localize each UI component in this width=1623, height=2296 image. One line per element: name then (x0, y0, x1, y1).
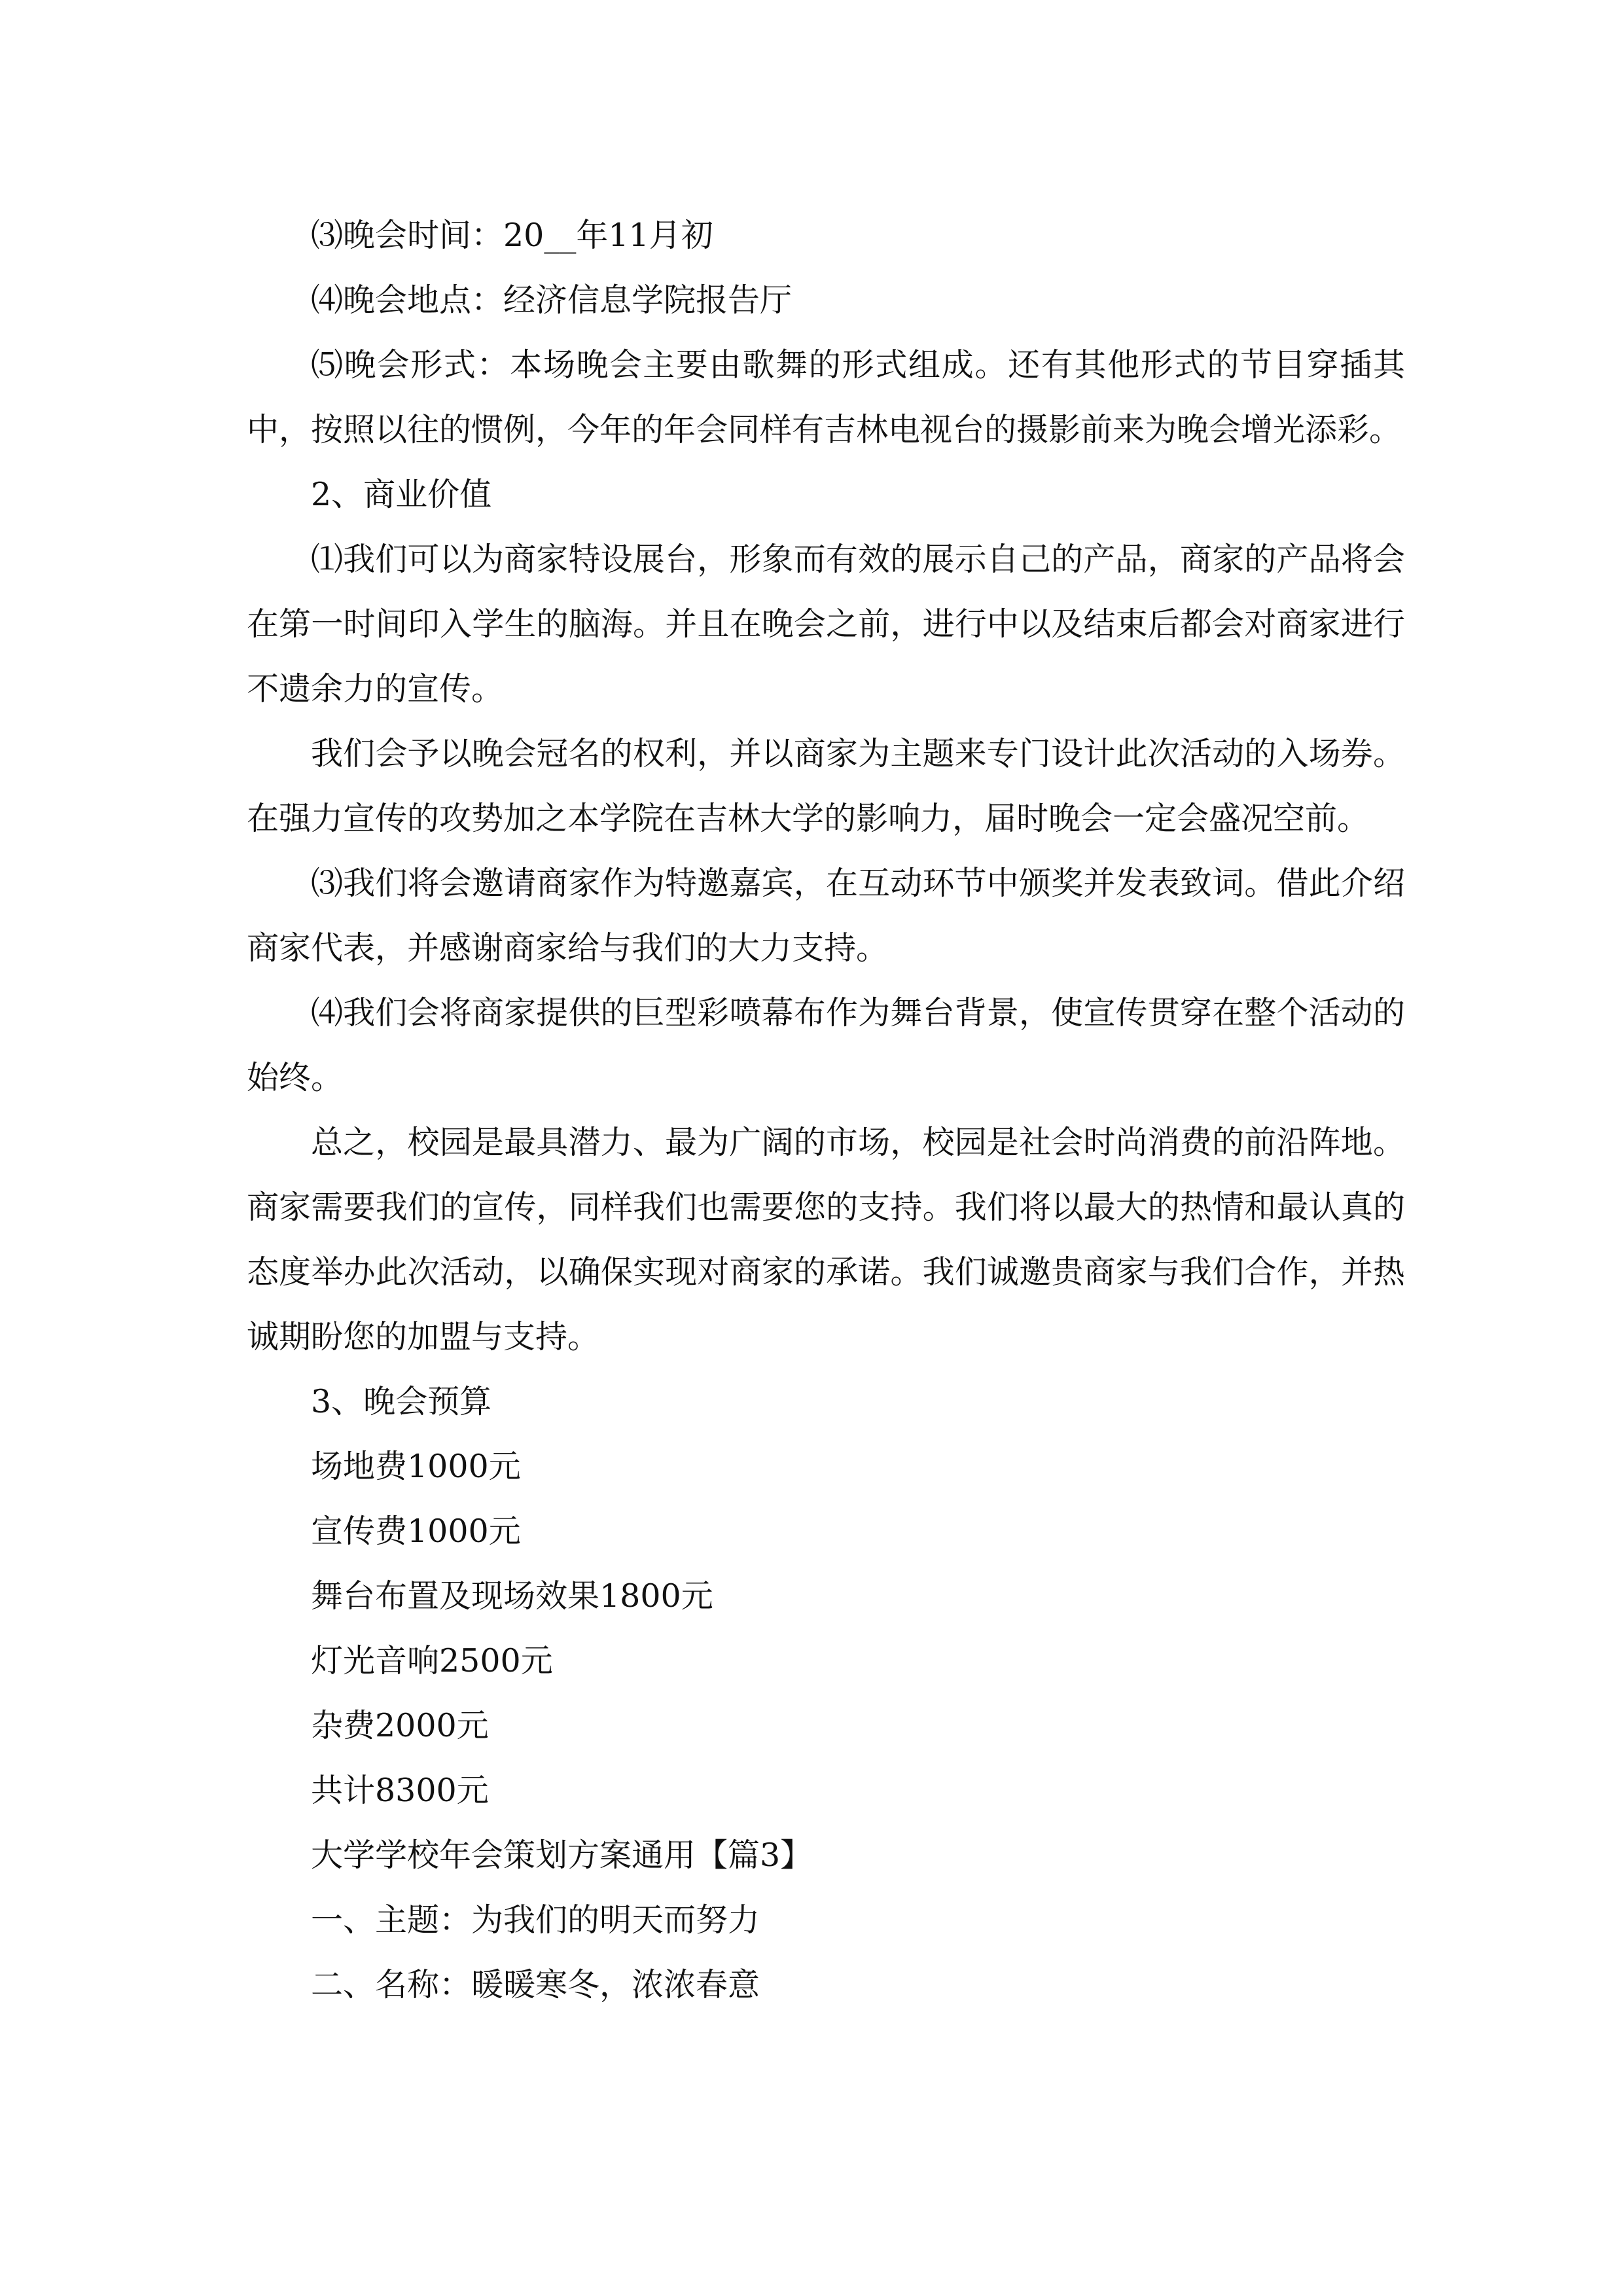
budget-item-misc: 杂费2000元 (311, 1707, 489, 1744)
budget-total: 共计8300元 (311, 1772, 489, 1809)
budget-item-lighting-sound: 灯光音响2500元 (311, 1642, 553, 1679)
paragraph-summary: 总之，校园是最具潜力、最为广阔的市场，校园是社会时尚消费的前沿阵地。商家需要我们的宣传，同样我们也需要您的支持。我们将以最大的热情和最认真的态度举办此次活动，以确保实现对商家的承诺。我们诚邀贵商家与我们合作，并热诚期盼您的加盟与支持。 (247, 1124, 1405, 1355)
section-heading-commercial-value: 2、商业价值 (311, 476, 492, 513)
document-page (247, 203, 1405, 2017)
budget-item-stage: 舞台布置及现场效果1800元 (311, 1577, 713, 1615)
section-heading-budget: 3、晚会预算 (311, 1383, 492, 1420)
paragraph-theme: 一、主题：为我们的明天而努力 (311, 1901, 760, 1939)
article-heading-part-3: 大学学校年会策划方案通用【篇3】 (311, 1837, 813, 1874)
paragraph-value-item-3: ⑶我们将会邀请商家作为特邀嘉宾，在互动环节中颁奖并发表致词。借此介绍商家代表，并感谢商家给与我们的大力支持。 (247, 865, 1405, 967)
paragraph-value-naming-rights: 我们会予以晚会冠名的权利，并以商家为主题来专门设计此次活动的入场券。在强力宣传的攻势加之本学院在吉林大学的影响力，届时晚会一定会盛况空前。 (247, 735, 1405, 837)
paragraph-meeting-time: ⑶晚会时间：20__年11月初 (311, 217, 713, 254)
paragraph-meeting-location: ⑷晚会地点：经济信息学院报告厅 (311, 281, 793, 319)
paragraph-value-item-1: ⑴我们可以为商家特设展台，形象而有效的展示自己的产品，商家的产品将会在第一时间印入学生的脑海。并且在晚会之前，进行中以及结束后都会对商家进行不遗余力的宣传。 (247, 541, 1405, 708)
paragraph-value-item-4: ⑷我们会将商家提供的巨型彩喷幕布作为舞台背景，使宣传贯穿在整个活动的始终。 (247, 994, 1405, 1096)
budget-item-publicity: 宣传费1000元 (311, 1513, 521, 1550)
paragraph-name: 二、名称：暖暖寒冬，浓浓春意 (311, 1966, 760, 2003)
budget-item-venue: 场地费1000元 (311, 1448, 521, 1485)
paragraph-meeting-format: ⑸晚会形式：本场晚会主要由歌舞的形式组成。还有其他形式的节目穿插其中，按照以往的惯例，今年的年会同样有吉林电视台的摄影前来为晚会增光添彩。 (247, 346, 1405, 448)
